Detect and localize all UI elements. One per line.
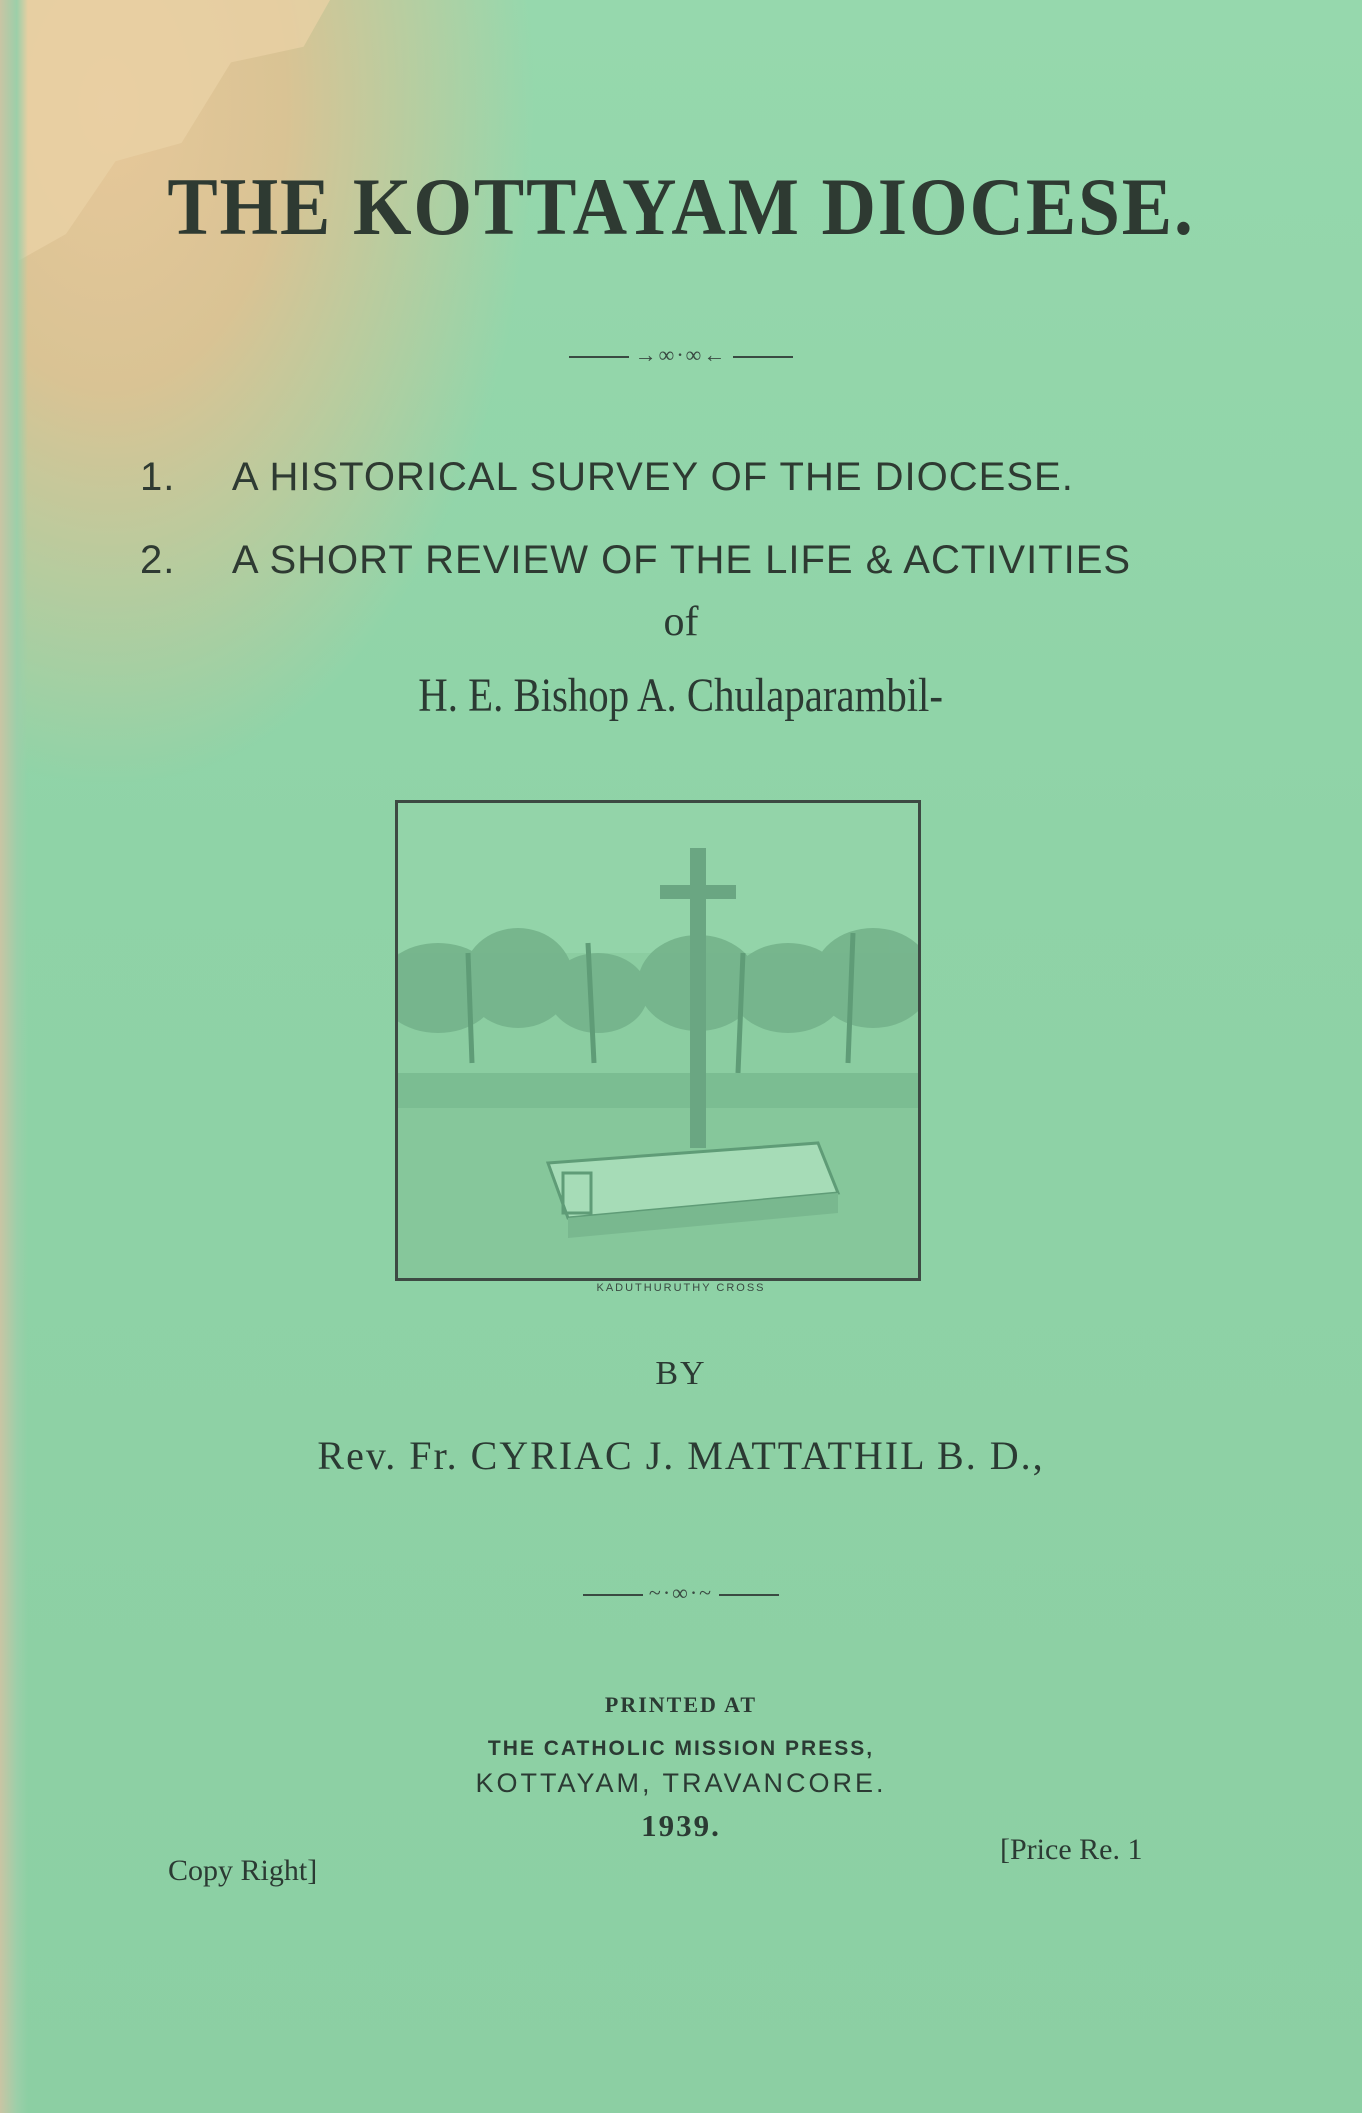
bishop-name <box>0 668 1362 723</box>
item-number: 1. <box>140 455 176 499</box>
price-note: [Price Re. 1 <box>1000 1833 1143 1866</box>
ornament-divider-bottom: ~·∞·~ <box>0 1580 1362 1606</box>
cover-title: THE KOTTAYAM DIOCESE. <box>167 161 1195 252</box>
photo-caption: KADUTHURUTHY CROSS <box>596 1282 766 1294</box>
item-number: 2. <box>140 538 176 582</box>
cross-photo-illustration <box>398 803 918 1278</box>
publication-year: 1939. <box>641 1808 721 1843</box>
by-line: BY <box>655 1355 707 1392</box>
cross-photograph <box>395 800 921 1281</box>
item-text: A HISTORICAL SURVEY OF THE DIOCESE. <box>231 455 1074 499</box>
press-name: THE CATHOLIC MISSION PRESS, <box>487 1737 875 1760</box>
ornament-divider-top: →∞·∞← <box>0 342 1362 368</box>
copyright-note: Copy Right] <box>168 1854 318 1887</box>
press-city: KOTTAYAM, TRAVANCORE. <box>475 1768 887 1798</box>
author-name: Rev. Fr. CYRIAC J. MATTATHIL B. D., <box>317 1433 1045 1478</box>
contents-item-2 <box>140 538 1131 583</box>
printed-at-label: PRINTED AT <box>604 1692 758 1717</box>
bishop-name-text: H. E. Bishop A. Chulaparambil- <box>418 669 944 722</box>
of-text: of <box>663 599 699 645</box>
contents-item-1 <box>140 455 1074 500</box>
item-text: A SHORT REVIEW OF THE LIFE & ACTIVITIES <box>231 538 1132 582</box>
